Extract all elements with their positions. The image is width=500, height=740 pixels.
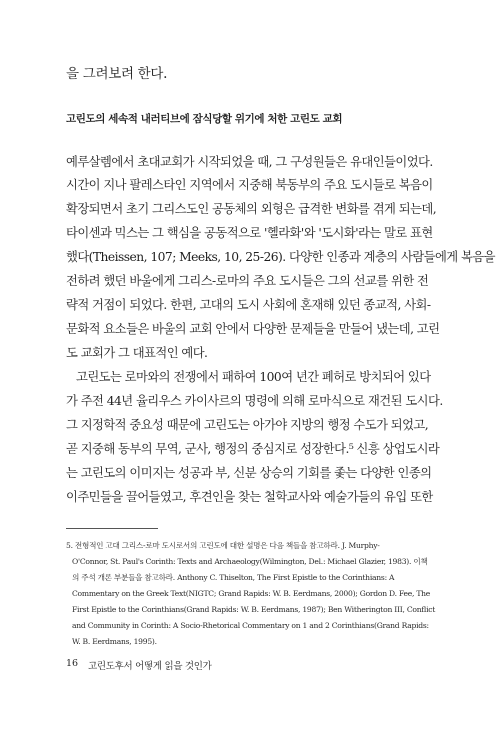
body-line: 전하려 했던 바울에게 그리스-로마의 주요 도시들은 그의 선교를 위한 전 [66, 274, 429, 288]
lead-line: 을 그려보려 한다. [66, 66, 168, 82]
footnote-line: O'Connor, St. Paul's Corinth: Texts and Archaeology(Wilmington, Del.: Michael Glazier, 1983). 이책 [72, 557, 428, 566]
footnote-line: Commentary on the Greek Text(NIGTC; Grand Rapids: W. B. Eerdmans, 2000); Gordon D. Fee, The [72, 589, 431, 598]
body-line: 는 고린도의 이미지는 성공과 부, 신분 상승의 기회를 좇는 다양한 인종의 [66, 466, 432, 480]
body-line: 확장되면서 초기 그리스도인 공동체의 외형은 급격한 변화를 겪게 되는데, [66, 202, 437, 216]
footnote-line: 의 주석 개론 부분들을 참고하라. Anthony C. Thiselton, The First Epistle to the Corinthians: A [72, 573, 395, 582]
body-line: 타이센과 믹스는 그 핵심을 공동적으로 '헬라화'와 '도시화'라는 말로 표현 [66, 226, 433, 240]
footnote-line: 5. 전형적인 고대 그리스-로마 도시로서의 고린도에 대한 설명은 다음 책들을 참고하라. J. Murphy- [66, 541, 380, 550]
body-line: 도 교회가 그 대표적인 예다. [66, 346, 208, 360]
body-line: 고린도는 로마와의 전쟁에서 패하여 100여 년간 폐허로 방치되어 있다 [76, 370, 431, 384]
body-line: 문화적 요소들은 바울의 교회 안에서 다양한 문제들을 만들어 냈는데, 고린 [66, 322, 440, 336]
body-line: 그 지정학적 중요성 때문에 고린도는 아가야 지방의 행정 수도가 되었고, [66, 418, 429, 432]
body-line: 시간이 지나 팔레스타인 지역에서 지중해 북동부의 주요 도시들로 복음이 [66, 178, 433, 192]
running-title: 고린도후서 어떻게 읽을 것인가 [88, 661, 212, 672]
body-line: 했다(Theissen, 107; Meeks, 10, 25-26). 다양한 인종과 계층의 사람들에게 복음을 [66, 250, 495, 264]
body-line: 예루살렘에서 초대교회가 시작되었을 때, 그 구성원들은 유대인들이었다. [66, 155, 433, 169]
footnote-divider [66, 528, 158, 529]
body-line: 곧 지중해 동부의 무역, 군사, 행정의 중심지로 성장한다.⁵ 신흥 상업도시라 [66, 442, 440, 456]
footnote-line: W. B. Eerdmans, 1995). [72, 637, 157, 646]
section-heading: 고린도의 세속적 내러티브에 잠식당할 위기에 처한 고린도 교회 [66, 113, 343, 125]
body-line: 가 주전 44년 율리우스 카이사르의 명령에 의해 로마식으로 재건된 도시다. [66, 394, 443, 408]
page-number: 16 [66, 658, 79, 669]
body-line: 략적 거점이 되었다. 한편, 고대의 도시 사회에 혼재해 있던 종교적, 사회- [66, 298, 431, 312]
footnote-line: and Community in Corinth: A Socio-Rhetorical Commentary on 1 and 2 Corinthians(Grand Rapids: [72, 621, 429, 630]
body-line: 이주민들을 끌어들였고, 후견인을 찾는 철학교사와 예술가들의 유입 또한 [66, 490, 433, 504]
footnote-line: First Epistle to the Corinthians(Grand Rapids: W. B. Eerdmans, 1987); Ben Witherington III, Conflict [72, 605, 436, 614]
